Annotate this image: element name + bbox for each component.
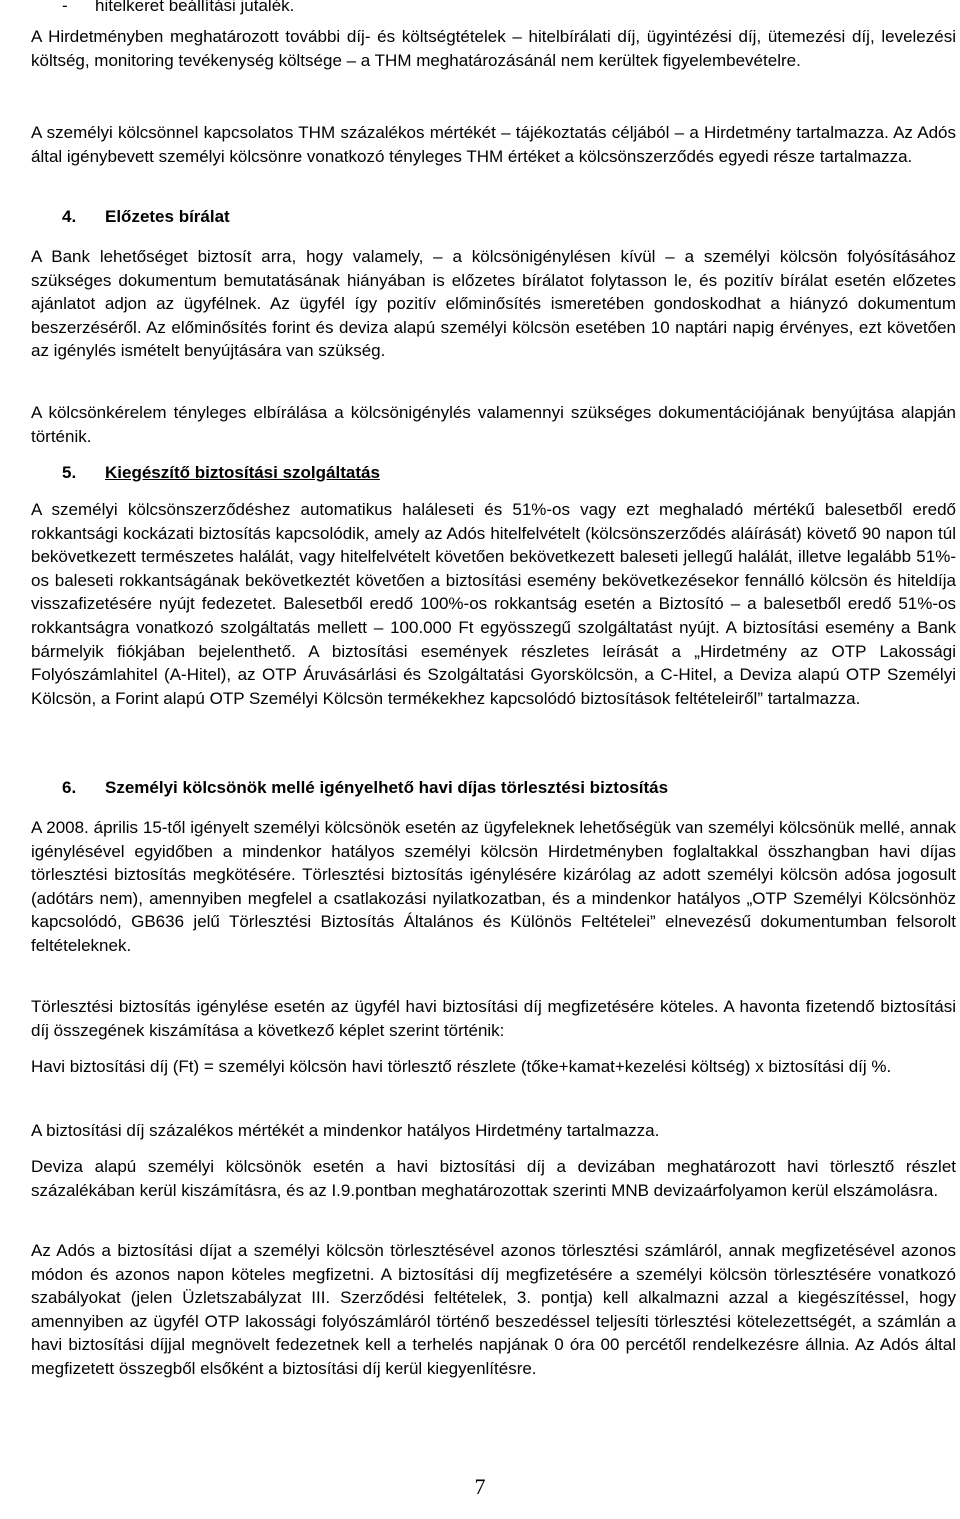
paragraph-thm-fees: A Hirdetményben meghatározott további díj- és költségtételek – hitelbírálati díj, ügyintézési díj, ütemezési díj, levelezési költség, monitoring tevékenység költsége – a THM meghatározásánál nem kerültek figyelembevételre.: [31, 27, 956, 70]
paragraph-thm-info: A személyi kölcsönnel kapcsolatos THM százalékos mértékét – tájékoztatás céljából – a Hirdetmény tartalmazza. Az Adós által igénybevett személyi kölcsönre vonatkozó tényleges THM értéket a kölcsönszerződés egyedi része tartalmazza.: [31, 123, 956, 166]
section-number: 6.: [62, 778, 77, 797]
paragraph-fee-payment: Az Adós a biztosítási díjat a személyi kölcsön törlesztésével azonos törlesztési számláról, annak megfizetésével azonos módon és azonos napon köteles megfizetni. A biztosítási díj megfizetésére a személyi kölcsön törlesztésére vonatkozó szabályokat (jelen Üzletszabályzat III. Szerződési feltételek, 3. pontja) kell alkalmazni azzal a kiegészítéssel, hogy amennyiben az ügyfél OTP lakossági folyószámláról történő beszedéssel teljesíti törlesztési kötelezettségét, a számlán a havi biztosítási díjjal megnövelt fedezetnek kell a terhelés napjának 0 óra 00 percétől rendelkezésre állnia. Az Adós által megfizetett összegből elsőként a biztosítási díj kerül kiegyenlítésre.: [31, 1241, 956, 1378]
paragraph-repayment-insurance: A 2008. április 15-től igényelt személyi kölcsönök esetén az ügyfeleknek lehetőségük van személyi kölcsönük mellé, annak igénylésével egyidőben a mindenkor hatályos személyi kölcsön Hirdetményben foglaltakkal összhangban havi díjas törlesztési biztosítás megkötésére. Törlesztési biztosítás igénylésére kizárólag az adott személyi kölcsön adósa jogosult (adótárs nem), amennyiben megfelel a csatlakozási nyilatkozatban, és a mindenkor hatályos „OTP Személyi Kölcsönhöz kapcsolódó, GB636 jelű Törlesztési Biztosítás Általános és Különös Feltételei” elnevezésű dokumentumban felsorolt feltételeknek.: [31, 818, 956, 955]
paragraph-insurance-service: A személyi kölcsönszerződéshez automatikus haláleseti és 51%-os vagy ezt meghaladó mértékű balesetből eredő rokkantsági kockázati biztosítás kapcsolódik, amely az Adós hitelfelvételt (kölcsönszerződés aláírását) követő 90 napon túl bekövetkezett természetes halálát, vagy hitelfelvételt követően bekövetkezett baleseti jellegű halálát, illetve legalább 51%-os baleseti rokkantságának bekövetkeztét követően a biztosítási esemény bekövetkezésekor fennálló kölcsön és hiteldíja visszafizetésére nyújt fedezetet. Balesetből eredő 100%-os rokkantság esetén a Biztosító – a balesetből eredő 51%-os rokkantságra vonatkozó szolgáltatás mellett – 100.000 Ft egyösszegű szolgáltatást nyújt. A biztosítási esemény a Bank bármelyik fiókjában bejelenthető. A biztosítási események részletes leírását a „Hirdetmény az OTP Lakossági Folyószámlahitel (A-Hitel), az OTP Áruvásárlási és Szolgáltatási Gyorskölcsön, a C-Hitel, a Deviza alapú OTP Személyi Kölcsön, a Forint alapú OTP Személyi Kölcsön termékekhez kapcsolódó biztosítások feltételeiről” tartalmazza.: [31, 500, 956, 708]
paragraph-fee-formula: Havi biztosítási díj (Ft) = személyi kölcsön havi törlesztő részlete (tőke+kamat+kezelési költség) x biztosítási díj %.: [31, 1057, 892, 1076]
list-dash: -: [62, 0, 68, 15]
paragraph-monthly-fee-obligation: Törlesztési biztosítás igénylése esetén az ügyfél havi biztosítási díj megfizetésére köteles. A havonta fizetendő biztosítási díj összegének kiszámítása a következő képlet szerint történik:: [31, 997, 956, 1040]
paragraph-fee-percentage: A biztosítási díj százalékos mértékét a mindenkor hatályos Hirdetmény tartalmazza.: [31, 1121, 660, 1140]
section-number: 5.: [62, 463, 77, 482]
paragraph-final-assessment: A kölcsönkérelem tényleges elbírálása a kölcsönigénylés valamennyi szükséges dokumentációjának benyújtása alapján történik.: [31, 403, 956, 446]
section-number: 4.: [62, 207, 77, 226]
section-title: Előzetes bírálat: [105, 207, 230, 226]
list-item-text: hitelkeret beállítási jutalék.: [95, 0, 295, 15]
paragraph-fx-loans: Deviza alapú személyi kölcsönök esetén a havi biztosítási díj a devizában meghatározott havi törlesztő részlet százalékában kerül kiszámításra, és az I.9.pontban meghatározottak szerinti MNB devizaárfolyamon kerül elszámolásra.: [31, 1157, 956, 1200]
section-title: Kiegészítő biztosítási szolgáltatás: [105, 463, 380, 482]
page-number: 7: [474, 1474, 486, 1499]
section-title: Személyi kölcsönök mellé igényelhető havi díjas törlesztési biztosítás: [105, 778, 669, 797]
paragraph-preliminary-assessment: A Bank lehetőséget biztosít arra, hogy valamely, – a kölcsönigénylésen kívül – a személyi kölcsön folyósításához szükséges dokumentum bemutatásának hiányában is előzetes bírálatot folytasson le, és pozitív bírálat esetén előzetes ajánlatot adjon az ügyfélnek. Az ügyfél így pozitív előminősítés ismeretében gondoskodhat a hiányzó dokumentum beszerzéséről. Az előminősítés forint és deviza alapú személyi kölcsön esetében 10 naptári napig érvényes, ezt követően az igénylés ismételt benyújtására van szükség.: [31, 247, 956, 361]
